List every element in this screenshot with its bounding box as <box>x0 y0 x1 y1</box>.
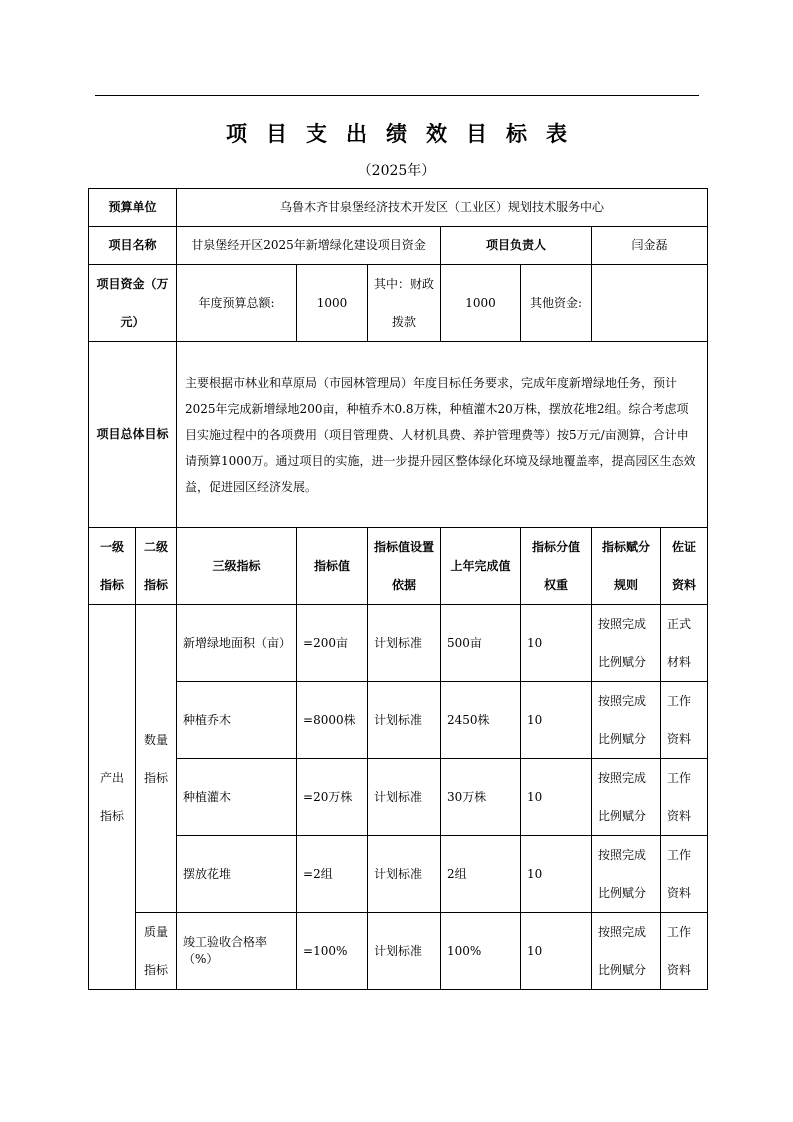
annual-total-label: 年度预算总额: <box>177 265 297 342</box>
header-level3: 三级指标 <box>177 528 297 605</box>
indicator-proof: 工作资料 <box>661 682 708 759</box>
project-owner-value: 闫金磊 <box>592 227 708 265</box>
project-funds-row <box>89 265 708 342</box>
indicator-basis: 计划标准 <box>368 913 441 990</box>
header-value: 指标值 <box>297 528 368 605</box>
page-title: 项目支出绩效目标表 <box>226 122 586 146</box>
header-rule: 指标赋分规则 <box>592 528 661 605</box>
indicator-last-year: 2组 <box>441 836 521 913</box>
indicator-value: =8000株 <box>297 682 368 759</box>
indicator-basis: 计划标准 <box>368 759 441 836</box>
indicator-weight: 10 <box>521 836 592 913</box>
page-subtitle: （2025年） <box>357 163 436 179</box>
level1-output: 产出指标 <box>89 605 136 990</box>
other-funds-value <box>592 265 708 342</box>
indicator-rule: 按照完成比例赋分 <box>592 605 661 682</box>
indicator-basis: 计划标准 <box>368 605 441 682</box>
header-basis: 指标值设置依据 <box>368 528 441 605</box>
indicator-value: =100% <box>297 913 368 990</box>
level2-quantity: 数量指标 <box>136 605 177 913</box>
project-name-row <box>89 227 708 265</box>
overall-goal-label: 项目总体目标 <box>89 342 177 528</box>
indicator-name: 种植灌木 <box>177 759 297 836</box>
indicator-value: =2组 <box>297 836 368 913</box>
fiscal-allocation-label: 其中：财政拨款 <box>368 265 441 342</box>
indicator-basis: 计划标准 <box>368 836 441 913</box>
indicator-name: 新增绿地面积（亩） <box>177 605 297 682</box>
indicator-weight: 10 <box>521 759 592 836</box>
header-weight: 指标分值权重 <box>521 528 592 605</box>
indicator-basis: 计划标准 <box>368 682 441 759</box>
header-last-year: 上年完成值 <box>441 528 521 605</box>
indicator-rule: 按照完成比例赋分 <box>592 759 661 836</box>
indicator-last-year: 500亩 <box>441 605 521 682</box>
fiscal-allocation-value: 1000 <box>441 265 521 342</box>
performance-table <box>88 188 708 990</box>
overall-goal-row <box>89 342 708 528</box>
header-proof: 佐证资料 <box>661 528 708 605</box>
indicator-proof: 工作资料 <box>661 759 708 836</box>
indicator-row <box>89 913 708 990</box>
project-name-label: 项目名称 <box>89 227 177 265</box>
indicator-name: 摆放花堆 <box>177 836 297 913</box>
indicator-name: 竣工验收合格率（%） <box>177 913 297 990</box>
indicator-name: 种植乔木 <box>177 682 297 759</box>
header-level1: 一级指标 <box>89 528 136 605</box>
indicator-value: =200亩 <box>297 605 368 682</box>
indicator-last-year: 100% <box>441 913 521 990</box>
budget-unit-row <box>89 189 708 227</box>
indicator-proof: 工作资料 <box>661 836 708 913</box>
indicator-last-year: 2450株 <box>441 682 521 759</box>
indicator-row <box>89 836 708 913</box>
indicator-last-year: 30万株 <box>441 759 521 836</box>
indicator-proof: 正式材料 <box>661 605 708 682</box>
indicator-rule: 按照完成比例赋分 <box>592 913 661 990</box>
indicator-header-row <box>89 528 708 605</box>
indicator-weight: 10 <box>521 913 592 990</box>
indicator-weight: 10 <box>521 682 592 759</box>
indicator-proof: 工作资料 <box>661 913 708 990</box>
budget-unit-label: 预算单位 <box>89 189 177 227</box>
budget-unit-value: 乌鲁木齐甘泉堡经济技术开发区（工业区）规划技术服务中心 <box>177 189 708 227</box>
annual-total-value: 1000 <box>297 265 368 342</box>
indicator-value: =20万株 <box>297 759 368 836</box>
project-name-value: 甘泉堡经开区2025年新增绿化建设项目资金 <box>177 227 441 265</box>
header-rule <box>95 95 699 96</box>
level2-quality: 质量指标 <box>136 913 177 990</box>
indicator-row <box>89 759 708 836</box>
indicator-rule: 按照完成比例赋分 <box>592 682 661 759</box>
overall-goal-text: 主要根据市林业和草原局（市园林管理局）年度目标任务要求，完成年度新增绿地任务，预计2025年完成新增绿地200亩，种植乔木0.8万株，种植灌木20万株，摆放花堆2组。综合考虑项目实施过程中的各项费用（项目管理费、人材机具费、养护管理费等）按5万元/亩测算，合计申请预算1000万。通过项目的实施，进一步提升园区整体绿化环境及绿地覆盖率，提高园区生态效益，促进园区经济发展。 <box>177 342 708 528</box>
indicator-row <box>89 682 708 759</box>
project-funds-label: 项目资金（万元） <box>89 265 177 342</box>
indicator-row <box>89 605 708 682</box>
project-owner-label: 项目负责人 <box>441 227 592 265</box>
indicator-weight: 10 <box>521 605 592 682</box>
other-funds-label: 其他资金: <box>521 265 592 342</box>
header-level2: 二级指标 <box>136 528 177 605</box>
indicator-rule: 按照完成比例赋分 <box>592 836 661 913</box>
